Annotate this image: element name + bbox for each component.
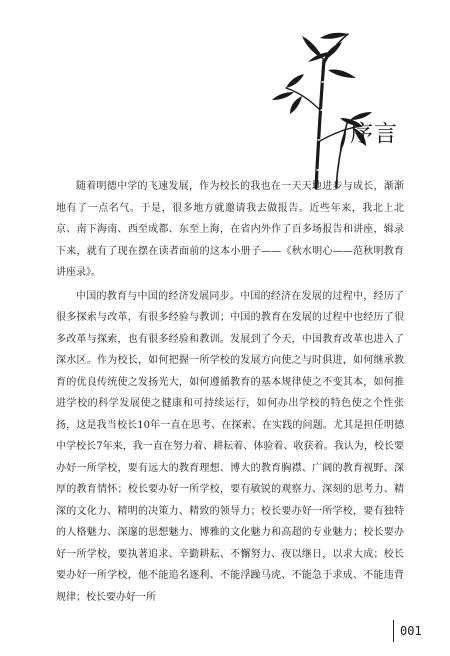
paragraph: 随着明德中学的飞速发展，作为校长的我也在一天天地进步与成长，渐渐地有了一点名气。于是，很多地方就邀请我去做报告。近些年来，我北上北京、南下海南、西至成都、东至上海，在省内外作了百多场报告和讲座，辑录下来，就有了现在摆在读者面前的这本小册子——《秋水明心——范秋明教育讲座录》。 [56, 181, 404, 278]
body-text [56, 176, 404, 610]
page-title: 序言 [350, 121, 398, 147]
page-number: 001 [393, 620, 433, 642]
bamboo-illustration [258, 30, 378, 190]
paragraph: 中国的教育与中国的经济发展同步。中国的经济在发展的过程中，经历了很多探索与改革，有很多经验与教训；中国的教育在发展的过程中也经历了很多改革与探索，也有很多经验和教训。发展到了今天，中国教育改革也进入了深水区。作为校长，如何把握一所学校的发展方向使之与时俱进，如何继承教育的优良传统使之发扬光大，如何遵循教育的基本规律使之不变其本，如何推进学校的科学发展使之健康和可持续运行，如何办出学校的特色使之个性张扬，这是我当校长10年一直在思考、在探索、在实践的问题。尤其是担任明德中学校长7年来，我一直在努力着、耕耘着、体验着、收获着。我认为，校长要办好一所学校，要有远大的教育理想、博大的教育胸襟、广阔的教育视野、深厚的教育情怀；校长要办好一所学校，要有敏锐的观察力、深刻的思考力、精深的文化力、精明的决策力、精致的领导力；校长要办好一所学校，要有独特的人格魅力、深邃的思想魅力、博雅的文化魅力和高超的专业魅力；校长要办好一所学校，要执著追求、辛勤耕耘、不懈努力、夜以继日，以求大成；校长要办好一所学校，他不能追名逐利、不能浮躁马虎、不能急于求成、不能违背规律；校长要办好一所 [56, 290, 404, 603]
